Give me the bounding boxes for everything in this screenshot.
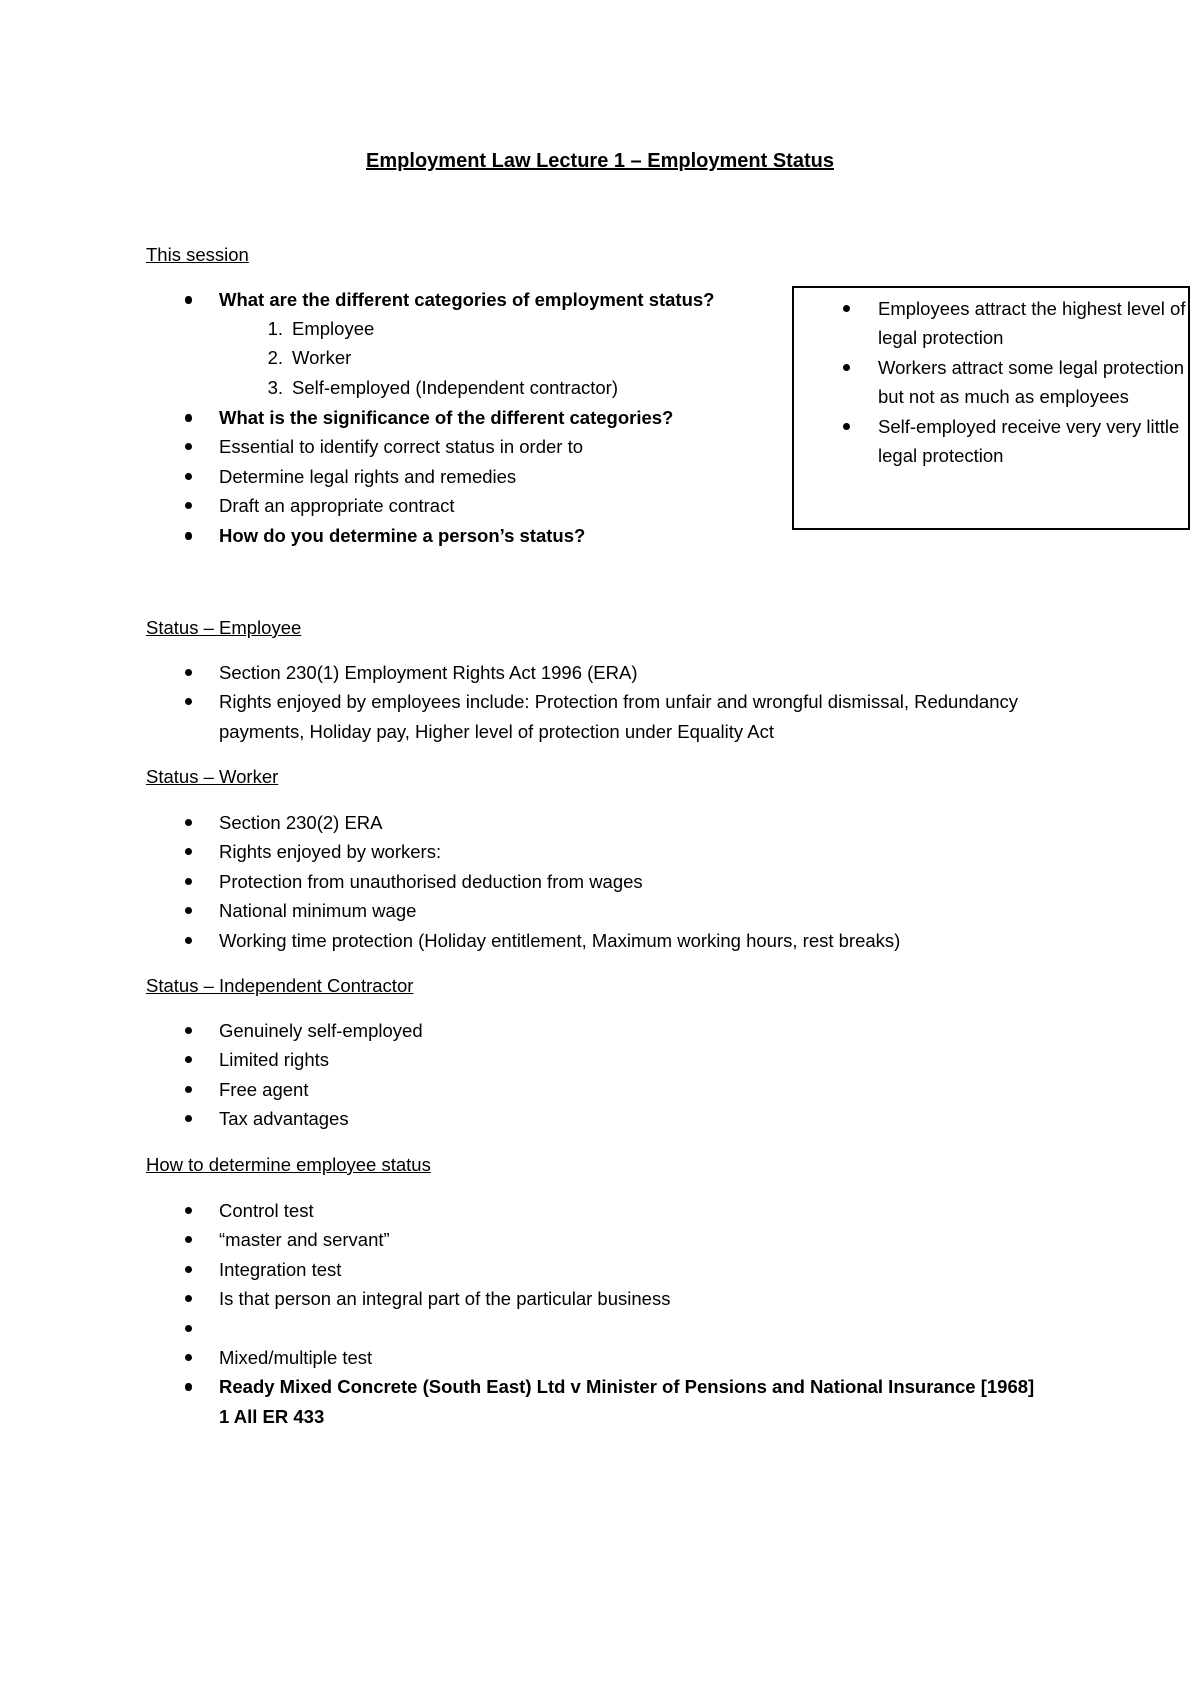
list-number: 1. [267,318,283,339]
heading-status-worker: Status – Worker [146,766,279,787]
heading-status-contractor: Status – Independent Contractor [146,975,414,996]
list-item: Essential to identify correct status in order to [146,432,1046,461]
list-item: National minimum wage [146,896,1046,925]
determine-list [146,1196,1046,1431]
list-item: How do you determine a person’s status? [146,521,1046,550]
list-item: Genuinely self-employed [146,1016,1046,1045]
list-item: Working time protection (Holiday entitlement, Maximum working hours, rest breaks) [146,926,1046,955]
list-item: Section 230(2) ERA [146,808,1046,837]
list-item [219,314,618,343]
page-title: Employment Law Lecture 1 – Employment Status [366,150,834,172]
list-item: Employees attract the highest level of legal protection [798,294,1188,353]
list-item-empty [146,1314,1046,1343]
list-item: Rights enjoyed by employees include: Protection from unfair and wrongful dismissal, Redundancy payments, Holiday pay, Higher level of protection under Equality Act [146,687,1046,746]
list-item: Mixed/multiple test [146,1343,1046,1372]
categories-list [219,314,618,402]
worker-list [146,808,1046,955]
protection-summary-box [792,286,1190,530]
list-item: Is that person an integral part of the particular business [146,1284,1046,1313]
list-item: Integration test [146,1255,1046,1284]
list-item: “master and servant” [146,1225,1046,1254]
contractor-list [146,1016,1046,1134]
list-number: 2. [267,347,283,369]
list-item-text: Employee [292,318,375,339]
list-item: Free agent [146,1075,1046,1104]
list-item-text: Worker [292,347,352,369]
list-item: Rights enjoyed by workers: [146,837,1046,866]
list-item: What are the different categories of employment status? [146,285,1046,314]
heading-determine-status: How to determine employee status [146,1154,431,1175]
employee-list [146,658,1046,746]
list-item [219,373,618,402]
list-number: 3. [267,376,283,398]
list-item: What is the significance of the different categories? [146,403,1046,432]
list-item: Section 230(1) Employment Rights Act 1996 (ERA) [146,658,1046,687]
list-item: Determine legal rights and remedies [146,462,1046,491]
heading-status-employee: Status – Employee [146,617,302,638]
list-item: Draft an appropriate contract [146,491,1046,520]
case-citation: Ready Mixed Concrete (South East) Ltd v Minister of Pensions and National Insurance [1968] 1 All ER 433 [146,1372,1046,1431]
list-item: Self-employed receive very very little legal protection [798,412,1188,471]
list-item: Limited rights [146,1045,1046,1074]
list-item: Tax advantages [146,1104,1046,1133]
protection-summary-list [798,294,1188,470]
list-item [219,343,618,372]
list-item: Workers attract some legal protection but not as much as employees [798,353,1188,412]
list-item: Protection from unauthorised deduction from wages [146,867,1046,896]
heading-this-session: This session [146,244,249,265]
list-item-text: Self-employed (Independent contractor) [292,376,618,398]
list-item: Control test [146,1196,1046,1225]
